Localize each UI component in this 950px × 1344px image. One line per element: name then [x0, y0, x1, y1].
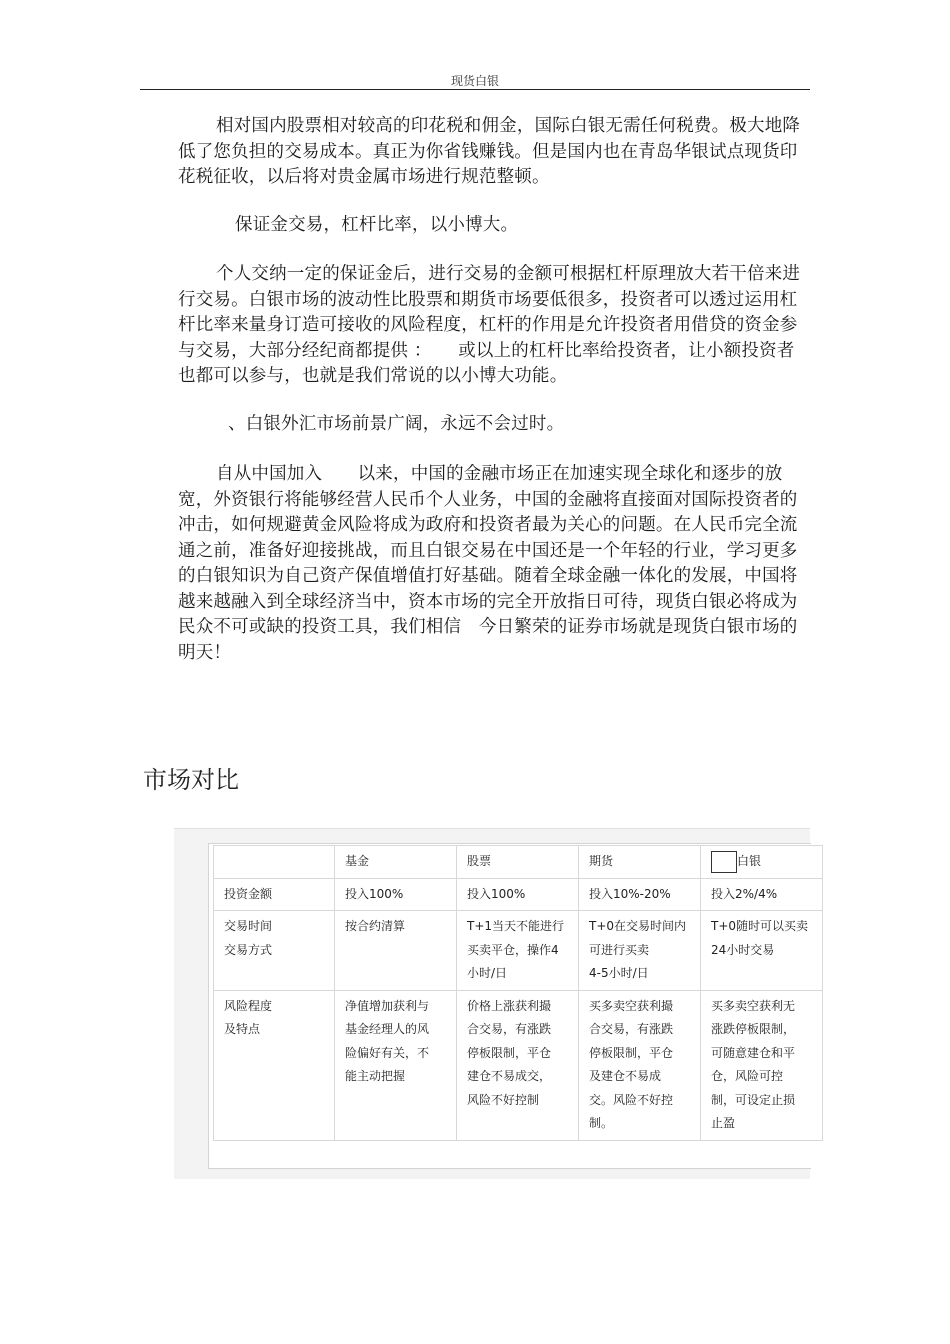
table-header-cell [214, 846, 335, 879]
table-row [214, 878, 823, 911]
table-cell: T+0随时可以买卖 24小时交易 [701, 911, 823, 991]
table-cell: 投资金额 [214, 878, 335, 911]
table-cell: 净值增加获利与 基金经理人的风 险偏好有关，不 能主动把握 [335, 990, 457, 1140]
subheading-margin-text: 保证金交易，杠杆比率，以小博大。 [235, 215, 519, 235]
header-rule [140, 89, 810, 90]
table-cell: 买多卖空获利无 涨跌停板限制， 可随意建仓和平 仓，风险可控 制，可设定止损 止盈 [701, 990, 823, 1140]
table-header-cell-text: 白银 [737, 854, 762, 868]
page-header: 现货白银 [450, 74, 499, 88]
table-cell: 按合约清算 [335, 911, 457, 991]
table-row [214, 911, 823, 991]
paragraph-leverage-text: 个人交纳一定的保证金后，进行交易的金额可根据杠杆原理放大若干倍来进行交易。白银市场的波动性比股票和期货市场要低很多，投资者可以透过运用杠杆比率来量身订造可接收的风险程度，杠杆的作用是允许投资者用借贷的资金参与交易，大部分经纪商都提供 ： 或以上的杠杆比率给投资者，让小额投资者也都可以参与，也就是我们常说的以小博大功能。 [178, 264, 801, 386]
table-cell: 投入100% [335, 878, 457, 911]
table-cell: 投入10%-20% [579, 878, 701, 911]
table-cell: 交易时间 交易方式 [214, 911, 335, 991]
subheading-prospect [228, 412, 860, 438]
table-cell: 投入100% [457, 878, 579, 911]
table-header-cell: 股票 [457, 846, 579, 879]
table-cell: 价格上涨获利撮 合交易，有涨跌 停板限制，平仓 建仓不易成交， 风险不好控制 [457, 990, 579, 1140]
paragraph-tax [178, 114, 810, 191]
paragraph-prospect-text: 自从中国加入 以来，中国的金融市场正在加速实现全球化和逐步的放宽，外资银行将能够经营人民币个人业务，中国的金融将直接面对国际投资者的冲击，如何规避黄金风险将成为政府和投资者最为关心的问题。在人民币完全流通之前，准备好迎接挑战，而且白银交易在中国还是一个年轻的行业，学习更多的白银知识为自己资产保值增值打好基础。随着全球金融一体化的发展，中国将越来越融入到全球经济当中，资本市场的完全开放指日可待，现货白银必将成为民众不可或缺的投资工具，我们相信 今日繁荣的证券市场就是现货白银市场的明天！ [178, 464, 798, 663]
table-cell: T+1当天不能进行 买卖平仓，操作4 小时/日 [457, 911, 579, 991]
section-title: 市场对比 [143, 766, 239, 794]
table-header-cell: 期货 [579, 846, 701, 879]
table-cell: T+0在交易时间内 可进行买卖 4-5小时/日 [579, 911, 701, 991]
checkbox-mark [711, 851, 737, 873]
subheading-margin [235, 213, 867, 239]
table-row [214, 990, 823, 1140]
table-cell: 买多卖空获利撮 合交易，有涨跌 停板限制，平仓 及建仓不易成 交。风险不好控 制。 [579, 990, 701, 1140]
table-cell: 风险程度 及特点 [214, 990, 335, 1140]
paragraph-tax-text: 相对国内股票相对较高的印花税和佣金，国际白银无需任何税费。极大地降低了您负担的交易成本。真正为你省钱赚钱。但是国内也在青岛华银试点现货印花税征收，以后将对贵金属市场进行规范整顿。 [178, 116, 801, 187]
table-header-cell: 基金 [335, 846, 457, 879]
market-comparison-table [213, 845, 823, 1141]
table-header-cell-silver [701, 846, 823, 879]
subheading-prospect-text: 、白银外汇市场前景广阔，永远不会过时。 [228, 414, 565, 434]
paragraph-prospect [178, 462, 810, 666]
table-cell: 投入2%/4% [701, 878, 823, 911]
paragraph-leverage [178, 262, 810, 390]
table-header-row [214, 846, 823, 879]
